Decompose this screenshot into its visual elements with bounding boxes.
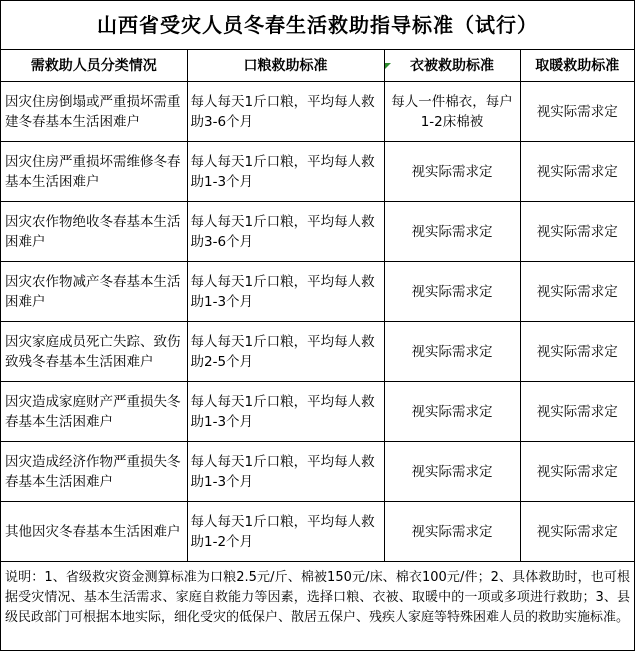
table-row — [1, 82, 634, 142]
cell-category: 因灾家庭成员死亡失踪、致伤致残冬春基本生活困难户 — [1, 322, 187, 382]
cell-grain: 每人每天1斤口粮，平均每人救助1-3个月 — [187, 382, 384, 442]
cell-clothing: 每人一件棉衣，每户1-2床棉被 — [384, 82, 520, 142]
cell-clothing: 视实际需求定 — [384, 442, 520, 502]
cell-category: 因灾造成家庭财产严重损失冬春基本生活困难户 — [1, 382, 187, 442]
cell-category: 因灾造成经济作物严重损失冬春基本生活困难户 — [1, 442, 187, 502]
document-title: 山西省受灾人员冬春生活救助指导标准（试行） — [1, 1, 634, 50]
cell-grain: 每人每天1斤口粮，平均每人救助1-2个月 — [187, 502, 384, 562]
header-category: 需救助人员分类情况 — [1, 50, 187, 82]
cell-clothing: 视实际需求定 — [384, 202, 520, 262]
header-grain: 口粮救助标准 — [187, 50, 384, 82]
cell-clothing: 视实际需求定 — [384, 142, 520, 202]
relief-standard-table — [1, 50, 634, 562]
cell-grain: 每人每天1斤口粮，平均每人救助3-6个月 — [187, 202, 384, 262]
cell-category: 其他因灾冬春基本生活困难户 — [1, 502, 187, 562]
cell-category: 因灾农作物绝收冬春基本生活困难户 — [1, 202, 187, 262]
cell-heating: 视实际需求定 — [520, 142, 634, 202]
table-row — [1, 322, 634, 382]
cell-grain: 每人每天1斤口粮，平均每人救助1-3个月 — [187, 442, 384, 502]
cell-clothing: 视实际需求定 — [384, 502, 520, 562]
cell-heating: 视实际需求定 — [520, 262, 634, 322]
cell-comment-marker — [385, 63, 391, 69]
table-row — [1, 142, 634, 202]
table-row — [1, 442, 634, 502]
cell-grain: 每人每天1斤口粮，平均每人救助3-6个月 — [187, 82, 384, 142]
table-row — [1, 202, 634, 262]
cell-grain: 每人每天1斤口粮，平均每人救助1-3个月 — [187, 262, 384, 322]
cell-heating: 视实际需求定 — [520, 322, 634, 382]
table-row — [1, 382, 634, 442]
cell-heating: 视实际需求定 — [520, 502, 634, 562]
cell-heating: 视实际需求定 — [520, 382, 634, 442]
cell-clothing: 视实际需求定 — [384, 382, 520, 442]
table-row — [1, 262, 634, 322]
cell-heating: 视实际需求定 — [520, 82, 634, 142]
cell-category: 因灾农作物减产冬春基本生活困难户 — [1, 262, 187, 322]
cell-heating: 视实际需求定 — [520, 202, 634, 262]
cell-category: 因灾住房倒塌或严重损坏需重建冬春基本生活困难户 — [1, 82, 187, 142]
table-row — [1, 502, 634, 562]
header-heating: 取暖救助标准 — [520, 50, 634, 82]
cell-grain: 每人每天1斤口粮，平均每人救助2-5个月 — [187, 322, 384, 382]
cell-heating: 视实际需求定 — [520, 442, 634, 502]
header-clothing: 衣被救助标准 — [384, 50, 520, 82]
cell-clothing: 视实际需求定 — [384, 262, 520, 322]
table-header-row — [1, 50, 634, 82]
cell-clothing: 视实际需求定 — [384, 322, 520, 382]
explanatory-note: 说明：1、省级救灾资金测算标准为口粮2.5元/斤、棉被150元/床、棉衣100元/件；2、具体救助时，也可根据受灾情况、基本生活需求、家庭自救能力等因素，选择口粮、衣被、取暖中的一项或多项进行救助；3、县级民政部门可根据本地实际，细化受灾的低保户、散居五保户、残疾人家庭等特殊困难人员的救助实施标准。 — [5, 570, 630, 625]
cell-grain: 每人每天1斤口粮，平均每人救助1-3个月 — [187, 142, 384, 202]
cell-category: 因灾住房严重损坏需维修冬春基本生活困难户 — [1, 142, 187, 202]
